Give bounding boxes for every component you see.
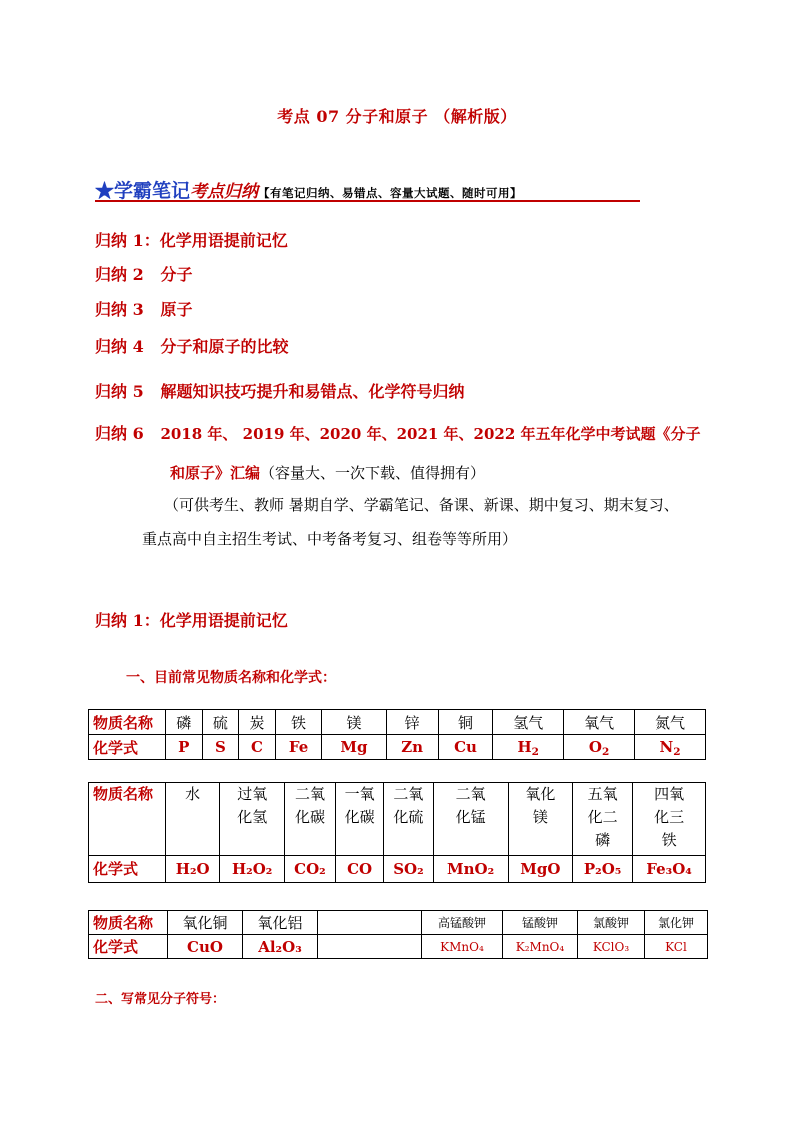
formula-cell: C: [239, 735, 276, 760]
formula-cell: Cu: [438, 735, 493, 760]
table-row: [89, 783, 706, 856]
formula-cell: P: [166, 735, 203, 760]
name-cell: 氮气: [635, 710, 706, 735]
name-cell: 氧化铝: [243, 911, 318, 935]
formula-cell: P₂O₅: [573, 856, 633, 883]
table-row: [89, 710, 706, 735]
formula-cell: $O_2$: [564, 735, 635, 760]
banner-italic: 考点归纳: [190, 182, 259, 202]
banner-note: 【有笔记归纳、易错点、容量大试题、随时可用】: [258, 186, 523, 200]
row-head-name: 物质名称: [89, 911, 168, 935]
row-head-formula: 化学式: [89, 735, 166, 760]
formula-cell: KClO₃: [578, 935, 645, 959]
toc-item-6-line3: （可供考生、教师 暑期自学、学霸笔记、备课、新课、期中复习、期末复习、: [164, 496, 679, 514]
formula-cell: KCl: [645, 935, 708, 959]
name-cell: 水: [166, 783, 220, 856]
name-cell: 氧气: [564, 710, 635, 735]
empty-cell: [318, 911, 422, 935]
toc-label: 归纳 3: [95, 300, 144, 319]
row-head-formula: 化学式: [89, 856, 166, 883]
name-cell: 氧化 镁: [508, 783, 572, 856]
row-head-name: 物质名称: [89, 783, 166, 856]
name-cell: 炭: [239, 710, 276, 735]
toc-label: 归纳 2: [95, 265, 144, 284]
toc-label: 归纳 1：: [95, 231, 160, 250]
name-cell: 氯酸钾: [578, 911, 645, 935]
formula-cell: CuO: [168, 935, 243, 959]
formula-cell: $N_2$: [635, 735, 706, 760]
name-cell: 硫: [202, 710, 239, 735]
name-cell: 锰酸钾: [503, 911, 578, 935]
formula-cell: KMnO₄: [422, 935, 503, 959]
formula-cell: H₂O: [166, 856, 220, 883]
toc-item-3: [95, 297, 192, 320]
name-cell: 四氧 化三 铁: [633, 783, 706, 856]
toc-text: 原子: [160, 300, 193, 319]
name-cell: 磷: [166, 710, 203, 735]
formula-cell: Al₂O₃: [243, 935, 318, 959]
name-cell: 一氧 化碳: [335, 783, 383, 856]
subheading-1: 一、目前常见物质名称和化学式：: [126, 670, 336, 686]
formula-cell: SO₂: [384, 856, 433, 883]
formula-cell: H₂O₂: [220, 856, 285, 883]
formula-cell: CO: [335, 856, 383, 883]
name-cell: 氯化钾: [645, 911, 708, 935]
name-cell: 高锰酸钾: [422, 911, 503, 935]
toc-text: 分子: [160, 265, 193, 284]
formula-cell: Zn: [386, 735, 438, 760]
name-cell: 镁: [322, 710, 386, 735]
empty-cell: [318, 935, 422, 959]
page-title: 考点 07 分子和原子 （解析版）: [277, 107, 517, 126]
name-cell: 铜: [438, 710, 493, 735]
substance-table-2: [88, 782, 706, 883]
formula-cell: Fe₃O₄: [633, 856, 706, 883]
row-head-name: 物质名称: [89, 710, 166, 735]
name-cell: 氧化铜: [168, 911, 243, 935]
notes-banner: [95, 176, 640, 202]
toc-item-6-line2: [170, 462, 485, 483]
section-heading: 归纳 1：化学用语提前记忆: [95, 611, 288, 630]
toc6-red: 和原子》汇编: [170, 464, 261, 482]
substance-table-1: [88, 709, 706, 760]
banner-main: 学霸笔记: [114, 180, 191, 202]
name-cell: 锌: [386, 710, 438, 735]
toc-item-6: [95, 421, 701, 444]
name-cell: 过氧 化氢: [220, 783, 285, 856]
toc-text: 2018 年、 2019 年、2020 年、2021 年、2022 年五年化学中考试题《分子: [160, 425, 701, 443]
formula-cell: $H_2$: [493, 735, 564, 760]
table-row: [89, 735, 706, 760]
row-head-formula: 化学式: [89, 935, 168, 959]
formula-cell: K₂MnO₄: [503, 935, 578, 959]
formula-cell: MgO: [508, 856, 572, 883]
formula-cell: MnO₂: [433, 856, 508, 883]
toc-text: 分子和原子的比较: [160, 337, 289, 356]
toc-label: 归纳 4: [95, 337, 144, 356]
toc-item-1: [95, 228, 288, 251]
name-cell: 铁: [275, 710, 322, 735]
table-row: [89, 911, 708, 935]
table-row: [89, 935, 708, 959]
name-cell: 氢气: [493, 710, 564, 735]
formula-cell: S: [202, 735, 239, 760]
name-cell: 二氧 化硫: [384, 783, 433, 856]
toc6-black: （容量大、一次下载、值得拥有）: [260, 464, 486, 482]
toc-item-6-line4: 重点高中自主招生考试、中考备考复习、组卷等等所用）: [142, 530, 518, 548]
toc-item-2: [95, 262, 192, 285]
toc-text: 化学用语提前记忆: [159, 231, 288, 250]
toc-label: 归纳 5: [95, 382, 144, 401]
toc-item-5: [95, 379, 464, 402]
formula-cell: Mg: [322, 735, 386, 760]
toc-text: 解题知识技巧提升和易错点、化学符号归纳: [160, 382, 465, 401]
substance-table-3: [88, 910, 708, 959]
star-icon: ★: [95, 180, 115, 202]
subheading-2: 二、写常见分子符号：: [95, 992, 226, 1007]
table-row: [89, 856, 706, 883]
name-cell: 五氧 化二 磷: [573, 783, 633, 856]
toc-item-4: [95, 334, 288, 357]
name-cell: 二氧 化锰: [433, 783, 508, 856]
toc-label: 归纳 6: [95, 424, 144, 443]
formula-cell: Fe: [275, 735, 322, 760]
formula-cell: CO₂: [285, 856, 336, 883]
name-cell: 二氧 化碳: [285, 783, 336, 856]
